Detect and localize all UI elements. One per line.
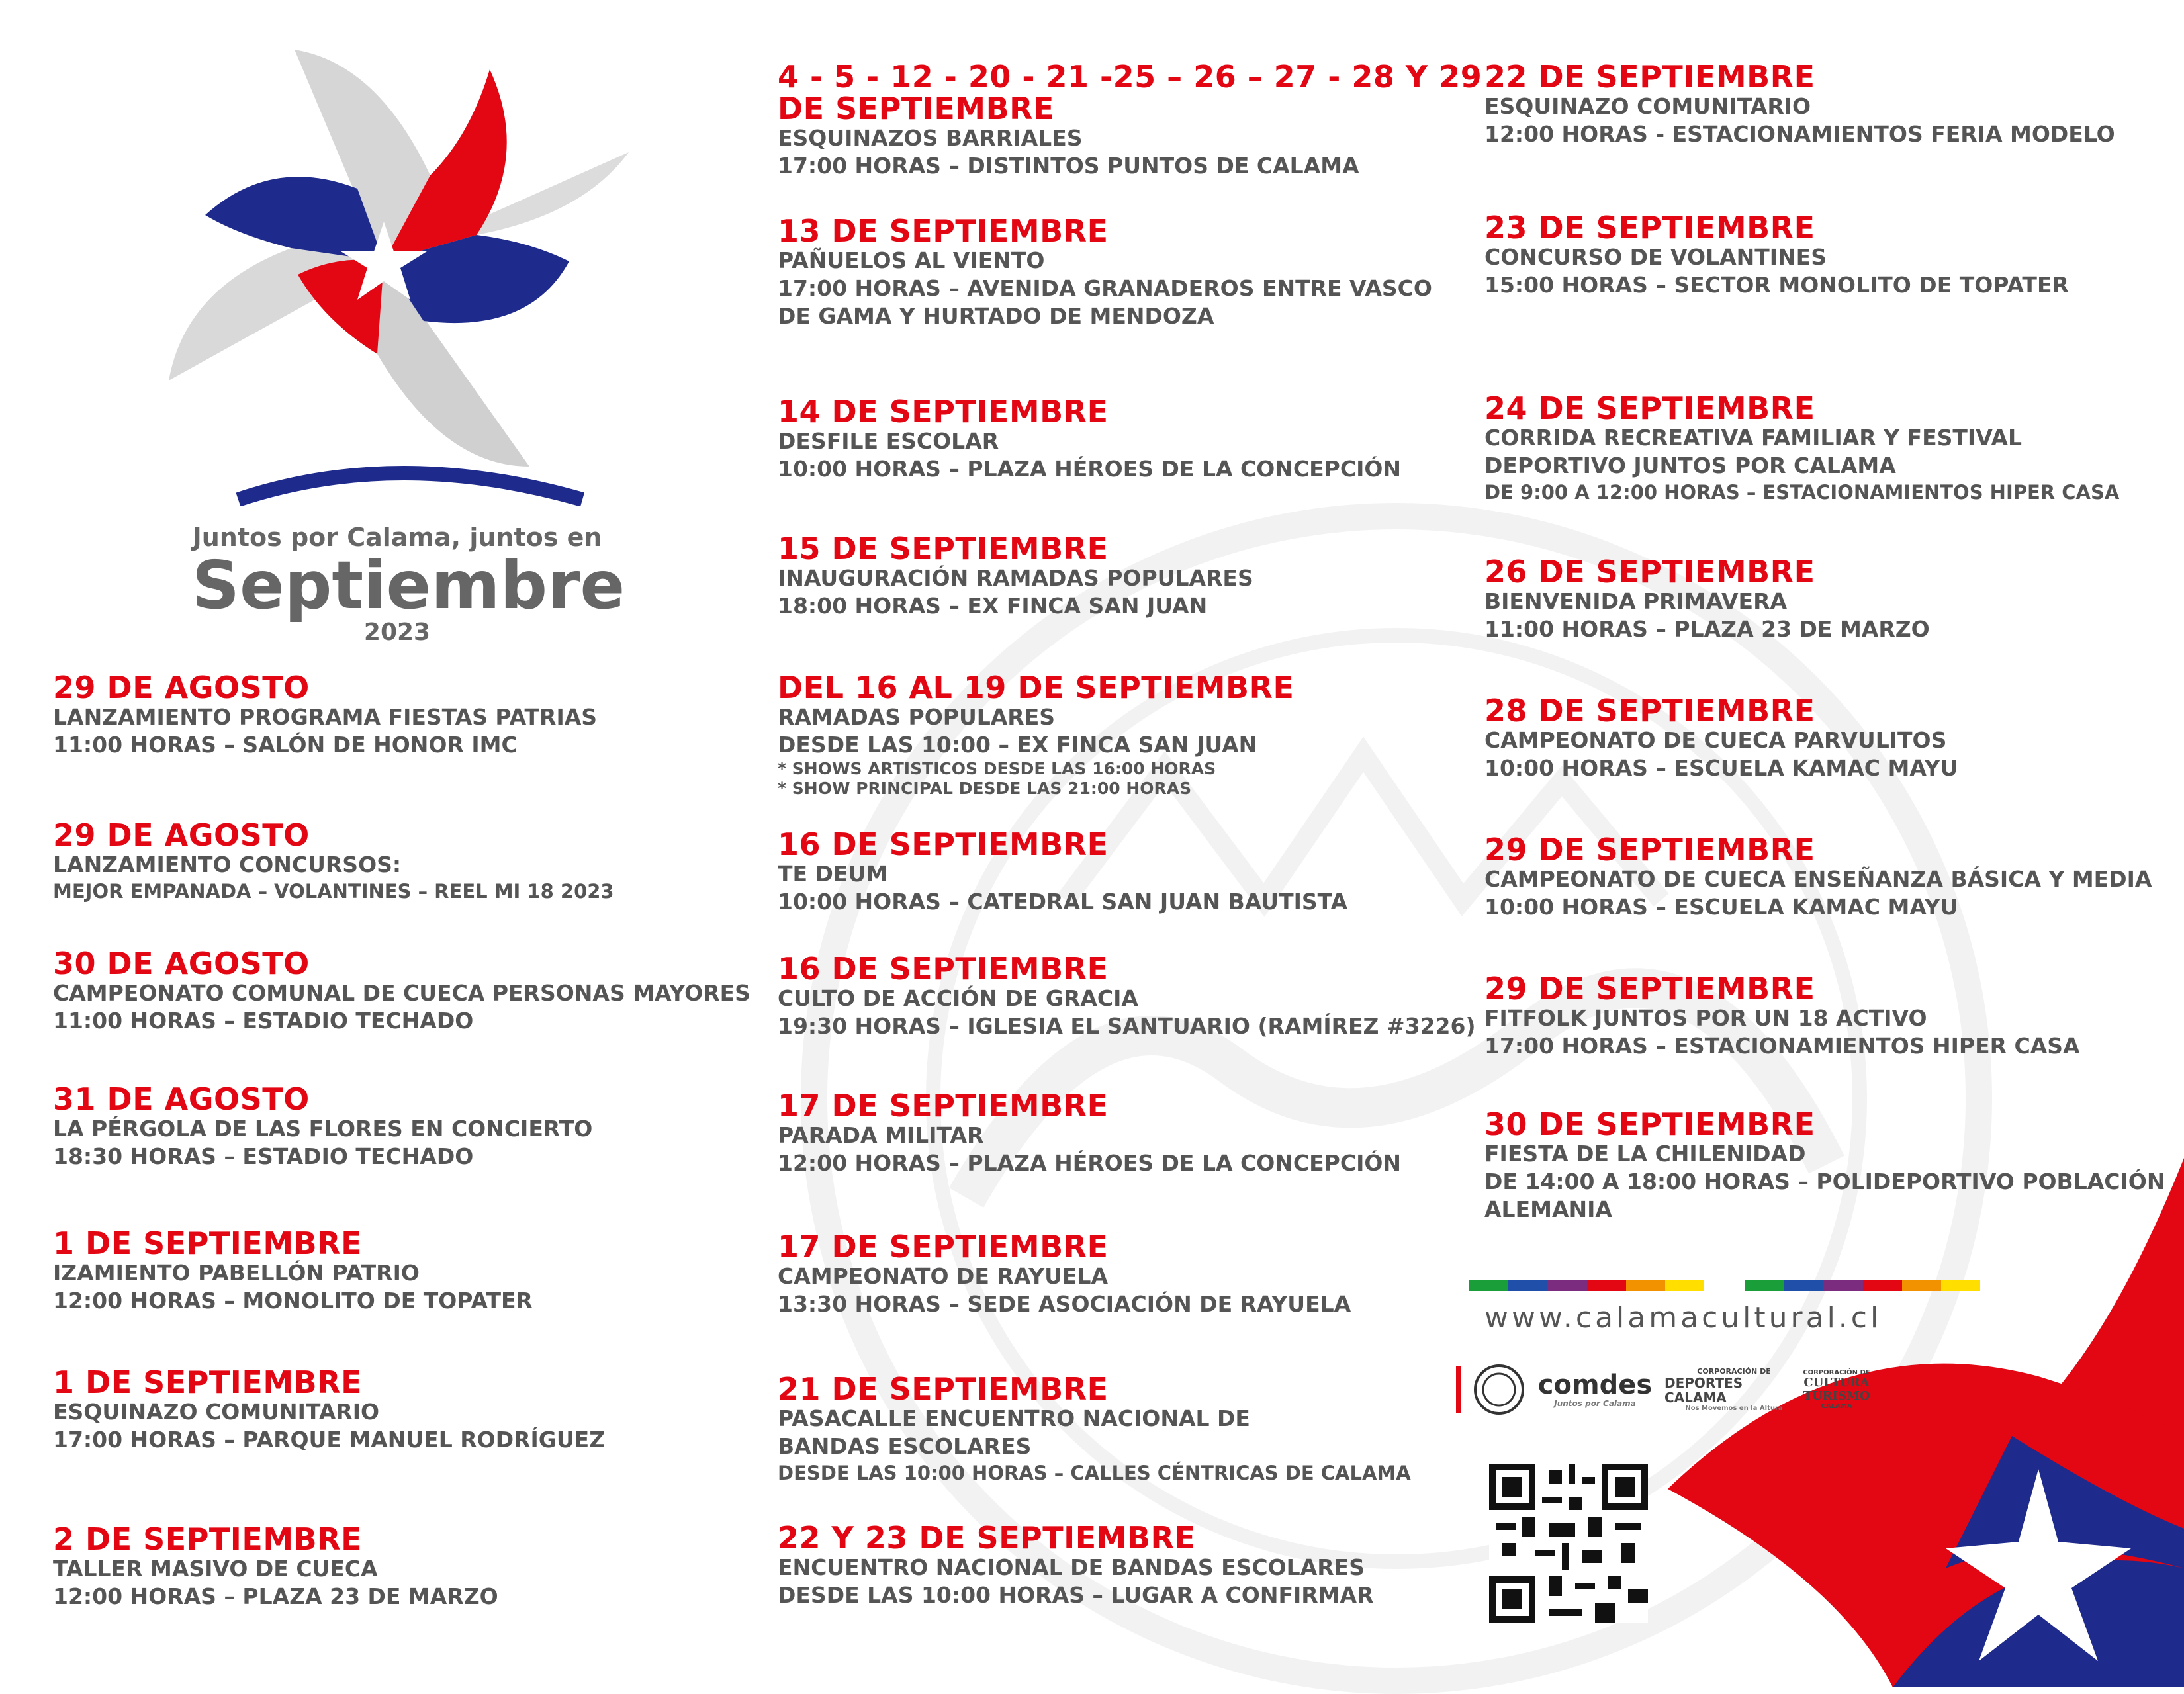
event-detail: BANDAS ESCOLARES xyxy=(778,1433,1032,1459)
event-item xyxy=(53,1227,533,1315)
event-item xyxy=(1484,695,1958,782)
flag-decoration-icon xyxy=(1641,1158,2184,1687)
event-detail: 15:00 HORAS – SECTOR MONOLITO DE TOPATER xyxy=(1484,272,2069,298)
event-date: 15 DE SEPTIEMBRE xyxy=(778,531,1109,566)
event-date: 29 DE AGOSTO xyxy=(53,817,310,853)
event-item xyxy=(53,672,597,759)
event-detail: 17:00 HORAS – PARQUE MANUEL RODRÍGUEZ xyxy=(53,1427,606,1452)
event-date: 28 DE SEPTIEMBRE xyxy=(1484,693,1815,729)
event-item xyxy=(778,1090,1401,1177)
event-date: 22 Y 23 DE SEPTIEMBRE xyxy=(778,1520,1196,1556)
event-item xyxy=(1484,212,2069,299)
event-detail: CAMPEONATO COMUNAL DE CUECA PERSONAS MAYORES xyxy=(53,980,751,1006)
event-detail: FITFOLK JUNTOS POR UN 18 ACTIVO xyxy=(1484,1005,1927,1031)
event-item xyxy=(53,1083,592,1171)
event-detail: ENCUENTRO NACIONAL DE BANDAS ESCOLARES xyxy=(778,1554,1365,1580)
event-date: 17 DE SEPTIEMBRE xyxy=(778,1229,1109,1265)
event-detail: DE 9:00 A 12:00 HORAS – ESTACIONAMIENTOS HIPER CASA xyxy=(1484,481,2120,504)
comdes-logo: comdes Juntos por Calama xyxy=(1537,1370,1653,1408)
event-date: 29 DE SEPTIEMBRE xyxy=(1484,832,1815,868)
event-date: 29 DE SEPTIEMBRE xyxy=(1484,971,1815,1006)
event-date: DE SEPTIEMBRE xyxy=(778,91,1054,126)
event-date: 14 DE SEPTIEMBRE xyxy=(778,394,1109,429)
event-date: 23 DE SEPTIEMBRE xyxy=(1484,210,1815,245)
event-date: 30 DE SEPTIEMBRE xyxy=(1484,1106,1815,1142)
event-detail: DESDE LAS 10:00 HORAS – LUGAR A CONFIRMAR xyxy=(778,1582,1374,1608)
event-detail: PASACALLE ENCUENTRO NACIONAL DE xyxy=(778,1405,1250,1431)
event-item xyxy=(778,215,1432,330)
pinwheel-logo-icon xyxy=(159,43,662,506)
event-date: 1 DE SEPTIEMBRE xyxy=(53,1226,363,1261)
event-date: 30 DE AGOSTO xyxy=(53,946,310,981)
color-stripe xyxy=(1469,1280,1704,1291)
event-detail: 11:00 HORAS – PLAZA 23 DE MARZO xyxy=(1484,616,1930,642)
event-item xyxy=(778,1231,1351,1318)
event-detail: 12:00 HORAS - ESTACIONAMIENTOS FERIA MODELO xyxy=(1484,121,2115,147)
event-item xyxy=(778,1373,1411,1486)
website-link[interactable]: www.calamacultural.cl xyxy=(1484,1301,1882,1335)
event-item xyxy=(1484,392,2119,505)
event-date: 16 DE SEPTIEMBRE xyxy=(778,951,1109,987)
color-stripe xyxy=(1745,1280,1980,1291)
event-detail: ALEMANIA xyxy=(1484,1196,1612,1222)
event-date: 21 DE SEPTIEMBRE xyxy=(778,1371,1109,1407)
event-date: 13 DE SEPTIEMBRE xyxy=(778,213,1109,249)
event-item xyxy=(1484,61,2115,148)
event-item xyxy=(53,1366,605,1454)
event-detail: 10:00 HORAS – PLAZA HÉROES DE LA CONCEPCIÓN xyxy=(778,456,1402,482)
event-detail: DEPORTIVO JUNTOS POR CALAMA xyxy=(1484,453,1896,478)
event-item xyxy=(1484,556,1930,643)
event-detail: INAUGURACIÓN RAMADAS POPULARES xyxy=(778,565,1253,591)
event-detail: 10:00 HORAS – ESCUELA KAMAC MAYU xyxy=(1484,894,1958,920)
logo-title: Septiembre xyxy=(192,547,625,624)
event-detail: 17:00 HORAS – AVENIDA GRANADEROS ENTRE VASCO xyxy=(778,275,1432,301)
event-item xyxy=(53,819,614,904)
event-detail: CAMPEONATO DE RAYUELA xyxy=(778,1263,1109,1289)
event-detail: FIESTA DE LA CHILENIDAD xyxy=(1484,1141,1806,1167)
event-detail: CULTO DE ACCIÓN DE GRACIA xyxy=(778,985,1138,1011)
event-date: 31 DE AGOSTO xyxy=(53,1081,310,1117)
event-detail: LANZAMIENTO CONCURSOS: xyxy=(53,852,402,877)
event-detail: DESFILE ESCOLAR xyxy=(778,428,999,454)
event-detail: DE GAMA Y HURTADO DE MENDOZA xyxy=(778,303,1214,329)
event-detail: DESDE LAS 10:00 – EX FINCA SAN JUAN xyxy=(778,732,1257,758)
event-detail: CAMPEONATO DE CUECA PARVULITOS xyxy=(1484,727,1947,753)
event-detail: ESQUINAZO COMUNITARIO xyxy=(53,1399,380,1425)
logo-tagline: Juntos por Calama, juntos en xyxy=(192,523,602,552)
event-date: 24 DE SEPTIEMBRE xyxy=(1484,390,1815,426)
event-date: 4 - 5 - 12 - 20 - 21 -25 – 26 – 27 - 28 Y 29 xyxy=(778,59,1482,95)
event-detail: TE DEUM xyxy=(778,861,888,887)
event-detail: 13:30 HORAS – SEDE ASOCIACIÓN DE RAYUELA xyxy=(778,1291,1351,1317)
event-detail: 10:00 HORAS – ESCUELA KAMAC MAYU xyxy=(1484,755,1958,781)
event-detail: DE 14:00 A 18:00 HORAS – POLIDEPORTIVO POBLACIÓN xyxy=(1484,1169,2165,1194)
event-detail: MEJOR EMPANADA – VOLANTINES – REEL MI 18 2023 xyxy=(53,880,614,903)
event-item xyxy=(53,948,751,1035)
event-detail: 17:00 HORAS – DISTINTOS PUNTOS DE CALAMA xyxy=(778,153,1359,179)
event-detail: BIENVENIDA PRIMAVERA xyxy=(1484,588,1788,614)
event-detail: 19:30 HORAS – IGLESIA EL SANTUARIO (RAMÍREZ #3226) xyxy=(778,1013,1476,1039)
cultura-turismo-logo: CORPORACIÓN DE CULTURA TURISMO CALAMA xyxy=(1803,1369,1870,1410)
event-item xyxy=(1484,973,2080,1060)
event-detail: 18:30 HORAS – ESTADIO TECHADO xyxy=(53,1143,474,1169)
event-date: 16 DE SEPTIEMBRE xyxy=(778,826,1109,862)
logo-year: 2023 xyxy=(363,619,431,646)
event-detail: 12:00 HORAS – PLAZA 23 DE MARZO xyxy=(53,1583,498,1609)
event-item xyxy=(778,672,1294,799)
event-detail: CONCURSO DE VOLANTINES xyxy=(1484,244,1827,270)
event-detail: 10:00 HORAS – CATEDRAL SAN JUAN BAUTISTA xyxy=(778,889,1348,914)
event-detail: PARADA MILITAR xyxy=(778,1122,984,1148)
event-detail: ESQUINAZOS BARRIALES xyxy=(778,125,1083,151)
event-item xyxy=(53,1523,498,1611)
event-date: 2 DE SEPTIEMBRE xyxy=(53,1521,363,1557)
event-date: 29 DE AGOSTO xyxy=(53,670,310,705)
event-detail: RAMADAS POPULARES xyxy=(778,704,1056,730)
event-date: 26 DE SEPTIEMBRE xyxy=(1484,554,1815,590)
event-date: 17 DE SEPTIEMBRE xyxy=(778,1088,1109,1124)
event-detail: 11:00 HORAS – ESTADIO TECHADO xyxy=(53,1008,474,1034)
event-note: * SHOWS ARTISTICOS DESDE LAS 16:00 HORAS xyxy=(778,759,1216,778)
event-detail: CAMPEONATO DE CUECA ENSEÑANZA BÁSICA Y MEDIA xyxy=(1484,866,2152,892)
event-detail: 17:00 HORAS – ESTACIONAMIENTOS HIPER CASA xyxy=(1484,1033,2080,1059)
event-item xyxy=(1484,834,2152,921)
qr-code-icon[interactable] xyxy=(1489,1464,1648,1623)
event-detail: PAÑUELOS AL VIENTO xyxy=(778,247,1045,273)
event-detail: ESQUINAZO COMUNITARIO xyxy=(1484,93,1811,119)
event-item xyxy=(778,1522,1373,1609)
event-note: * SHOW PRINCIPAL DESDE LAS 21:00 HORAS xyxy=(778,779,1192,798)
event-detail: 18:00 HORAS – EX FINCA SAN JUAN xyxy=(778,593,1208,619)
event-detail: IZAMIENTO PABELLÓN PATRIO xyxy=(53,1260,420,1286)
event-detail: CORRIDA RECREATIVA FAMILIAR Y FESTIVAL xyxy=(1484,425,2023,451)
event-detail: TALLER MASIVO DE CUECA xyxy=(53,1556,378,1582)
event-item xyxy=(778,61,1482,180)
municipal-seal-icon xyxy=(1456,1363,1529,1416)
event-item xyxy=(778,953,1476,1040)
event-detail: LANZAMIENTO PROGRAMA FIESTAS PATRIAS xyxy=(53,704,598,730)
event-item xyxy=(778,533,1253,620)
event-detail: LA PÉRGOLA DE LAS FLORES EN CONCIERTO xyxy=(53,1116,593,1141)
event-date: 22 DE SEPTIEMBRE xyxy=(1484,59,1815,95)
event-detail: DESDE LAS 10:00 HORAS – CALLES CÉNTRICAS DE CALAMA xyxy=(778,1462,1411,1484)
event-item xyxy=(778,828,1347,916)
event-detail: 12:00 HORAS – PLAZA HÉROES DE LA CONCEPCIÓN xyxy=(778,1150,1402,1176)
event-detail: 12:00 HORAS – MONOLITO DE TOPATER xyxy=(53,1288,533,1314)
event-date: DEL 16 AL 19 DE SEPTIEMBRE xyxy=(778,670,1295,705)
event-item xyxy=(778,396,1401,483)
event-date: 1 DE SEPTIEMBRE xyxy=(53,1364,363,1400)
event-detail: 11:00 HORAS – SALÓN DE HONOR IMC xyxy=(53,732,518,758)
deportes-calama-logo: CORPORACIÓN DE DEPORTES CALAMA Nos Movemos en la Altura xyxy=(1664,1366,1783,1412)
